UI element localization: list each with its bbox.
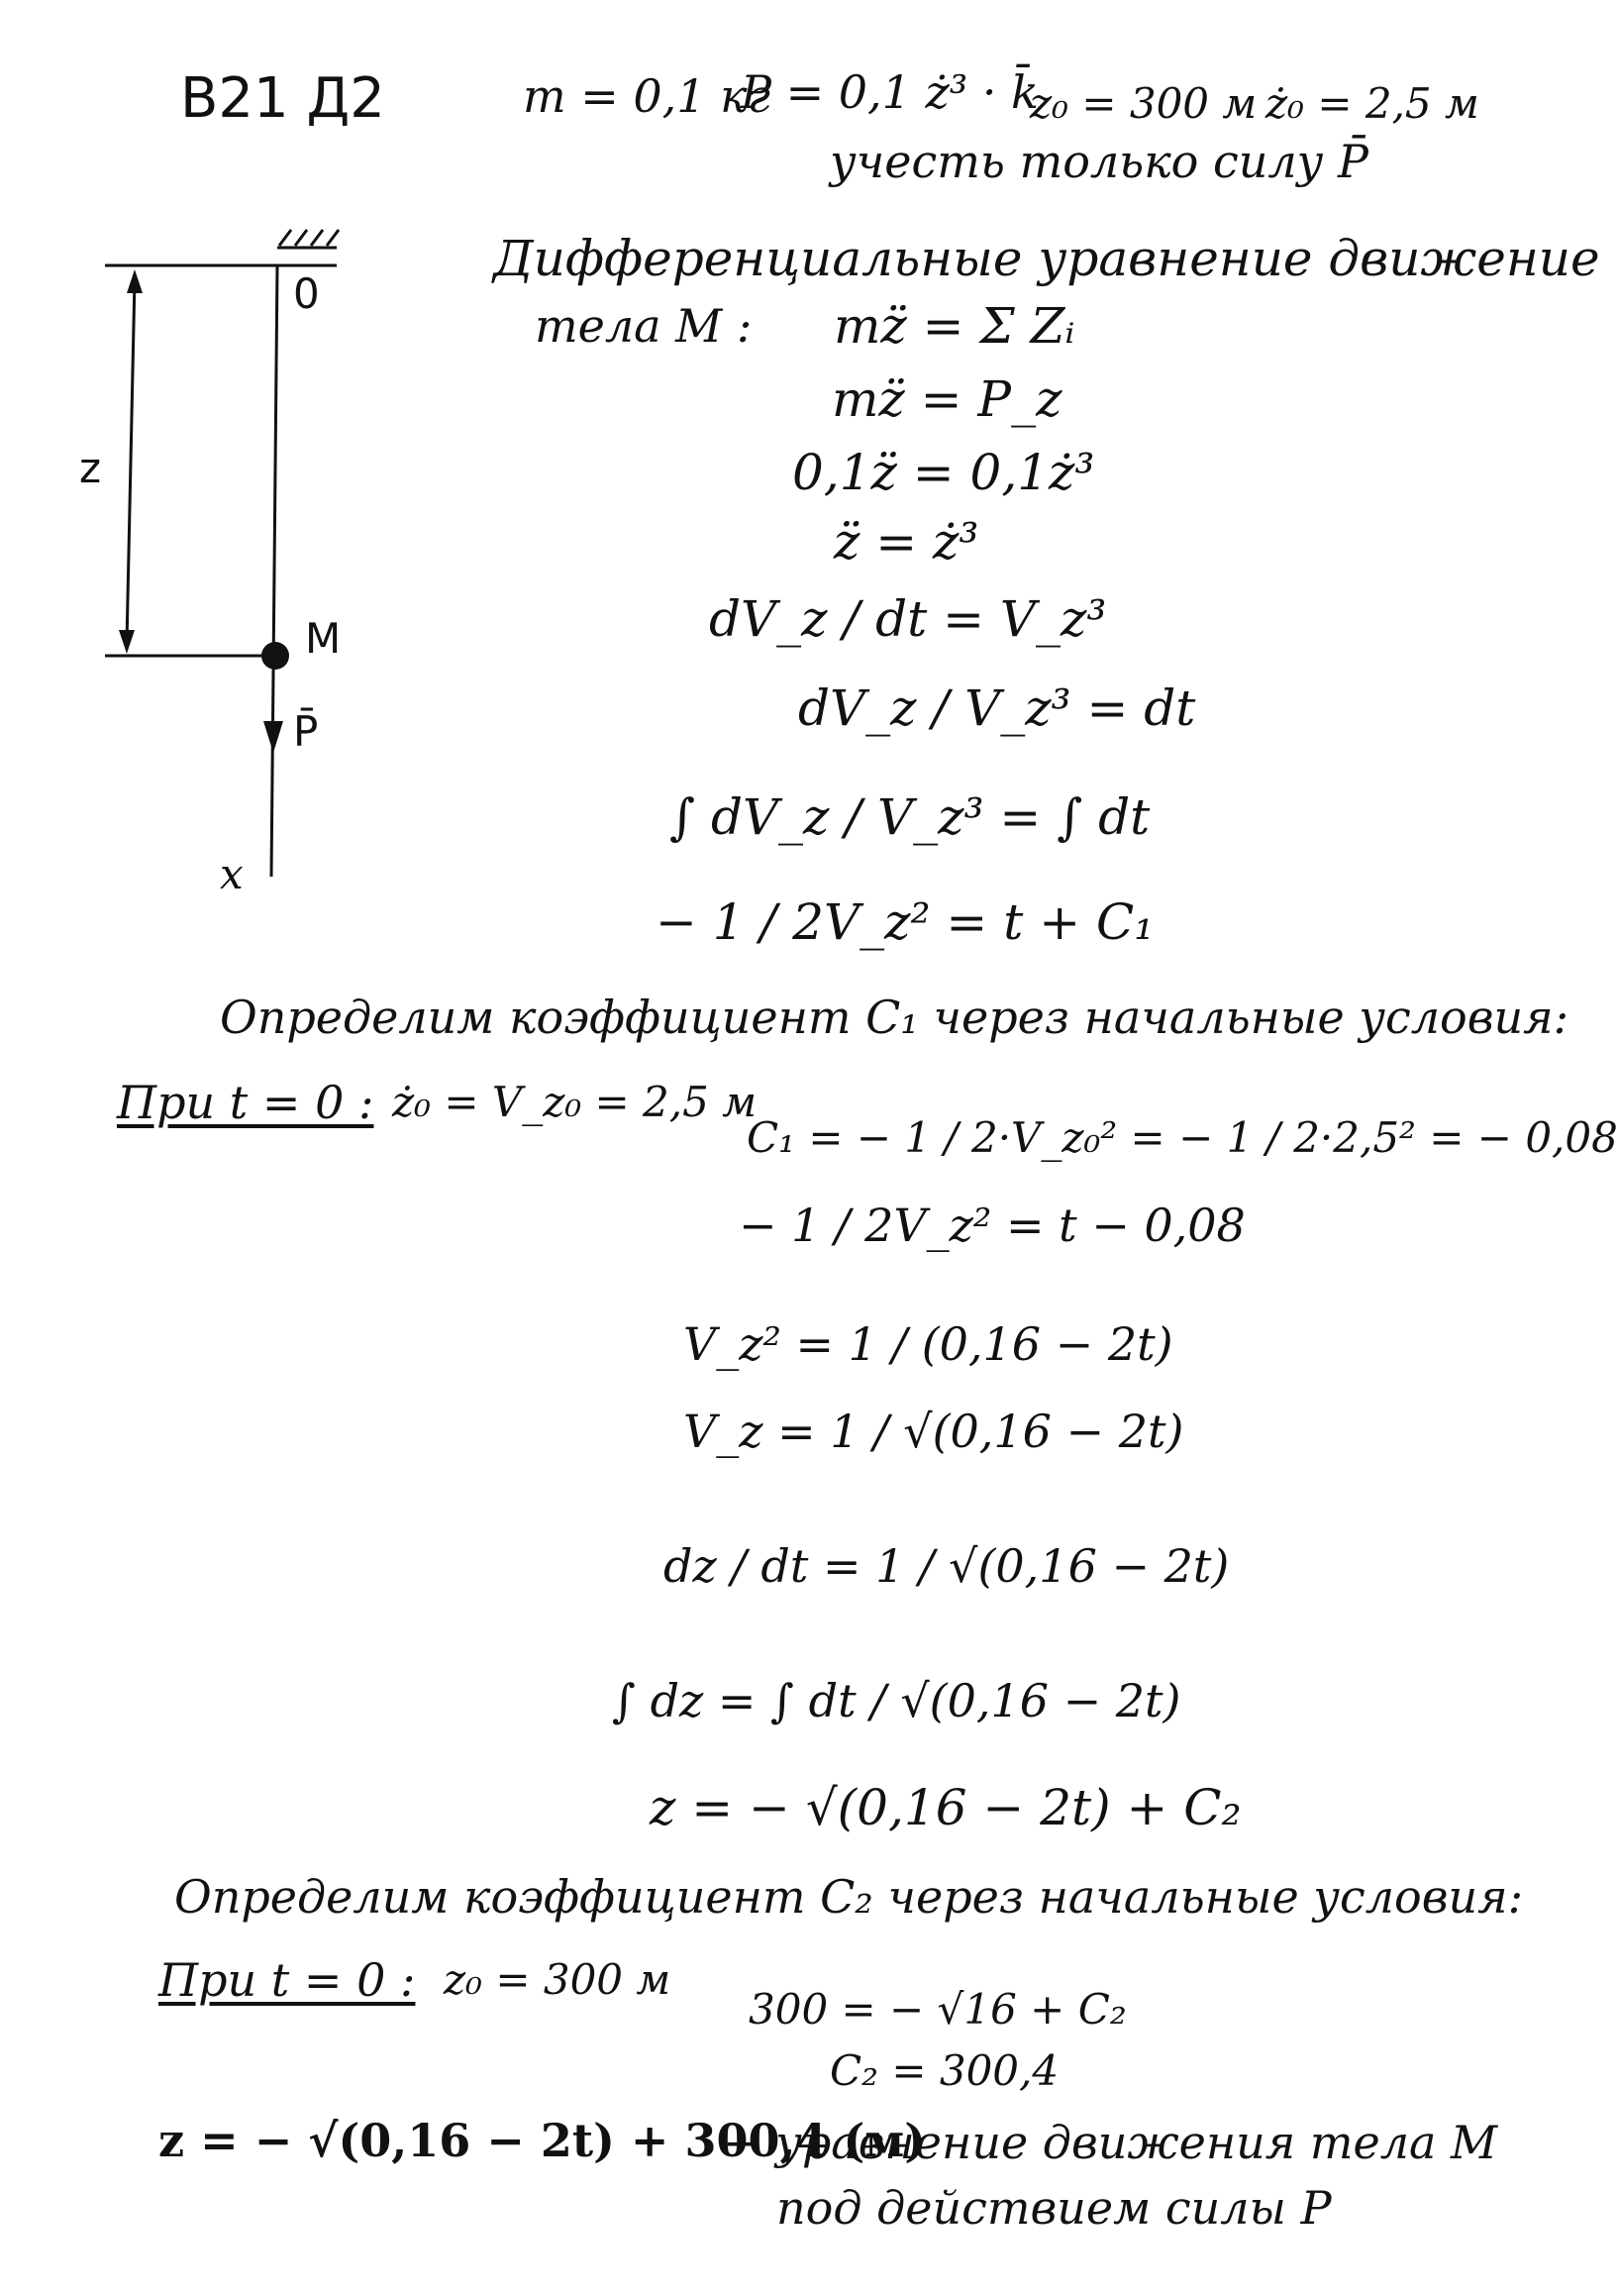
equation-10: − 1 / 2V_z² = t − 0,08 (739, 1199, 1246, 1252)
dimension-arrow-bottom (119, 630, 135, 654)
equation-16: 300 = − √16 + C₂ (749, 1985, 1127, 2034)
equation-11: V_z² = 1 / (0,16 − 2t) (683, 1317, 1173, 1371)
heading-c2: Определим коэффициент C₂ через начальные условия: (174, 1870, 1524, 1924)
equation-14: ∫ dz = ∫ dt / √(0,16 − 2t) (612, 1674, 1181, 1727)
condition-2: z₀ = 300 м (444, 1955, 671, 2004)
equation-13: dz / dt = 1 / √(0,16 − 2t) (663, 1539, 1230, 1593)
heading-diff-eq-body: тела M : (535, 299, 753, 353)
heading-diff-eq: Дифференциальные уравнение движение (493, 230, 1600, 287)
equation-15: z = − √(0,16 − 2t) + C₂ (650, 1779, 1242, 1836)
dimension-arrow-top (127, 269, 143, 293)
hatch-mark (295, 230, 307, 246)
initial-z: z₀ = 300 м (1030, 79, 1258, 128)
hatch-mark (311, 230, 323, 246)
dimension-line (127, 279, 135, 644)
force-arrow-head (263, 721, 283, 753)
hatch-mark (327, 230, 339, 246)
axis-label: x (220, 850, 244, 898)
point-m-dot (261, 642, 289, 670)
equation-5: dV_z / dt = V_z³ (709, 590, 1107, 648)
initial-zdot: ż₀ = 2,5 м (1265, 79, 1479, 128)
origin-label: 0 (293, 269, 320, 318)
equation-2: mz̈ = P_z (832, 370, 1062, 428)
equation-1: mz̈ = Σ Zᵢ (834, 297, 1075, 355)
equation-4: z̈ = ż³ (834, 513, 979, 571)
equation-9: C₁ = − 1 / 2·V_z₀² = − 1 / 2·2,5² = − 0,08 (747, 1113, 1618, 1162)
variant-label: B21 Д2 (180, 66, 385, 131)
condition-1: ż₀ = V_z₀ = 2,5 м (392, 1078, 758, 1126)
dimension-label: z (79, 444, 102, 492)
force-note: учесть только силу P̄ (830, 135, 1368, 188)
hatch-mark (279, 230, 291, 246)
point-label: M (305, 614, 342, 663)
equation-17: C₂ = 300,4 (830, 2046, 1060, 2095)
force-formula: P = 0,1 ż³ · k̄ (741, 65, 1039, 119)
equation-7: ∫ dV_z / V_z³ = ∫ dt (669, 788, 1151, 846)
force-label: P̄ (293, 707, 319, 756)
final-equation: z = − √(0,16 − 2t) + 300,4 (м) (158, 2114, 926, 2167)
condition-2-label: При t = 0 : (158, 1953, 416, 2007)
equation-12: V_z = 1 / √(0,16 − 2t) (683, 1405, 1184, 1458)
condition-1-label: При t = 0 : (117, 1076, 374, 1129)
mass-value: m = 0,1 кг (523, 69, 770, 123)
heading-c1: Определим коэффициент C₁ через начальные условия: (220, 991, 1569, 1044)
equation-3: 0,1z̈ = 0,1ż³ (792, 444, 1095, 501)
final-note-2: под действием силы P (776, 2181, 1332, 2235)
equation-8: − 1 / 2V_z² = t + C₁ (656, 893, 1155, 951)
final-note-1: − уравнение движения тела M (723, 2116, 1498, 2169)
equation-6: dV_z / V_z³ = dt (798, 679, 1196, 737)
x-axis-line (271, 265, 277, 877)
